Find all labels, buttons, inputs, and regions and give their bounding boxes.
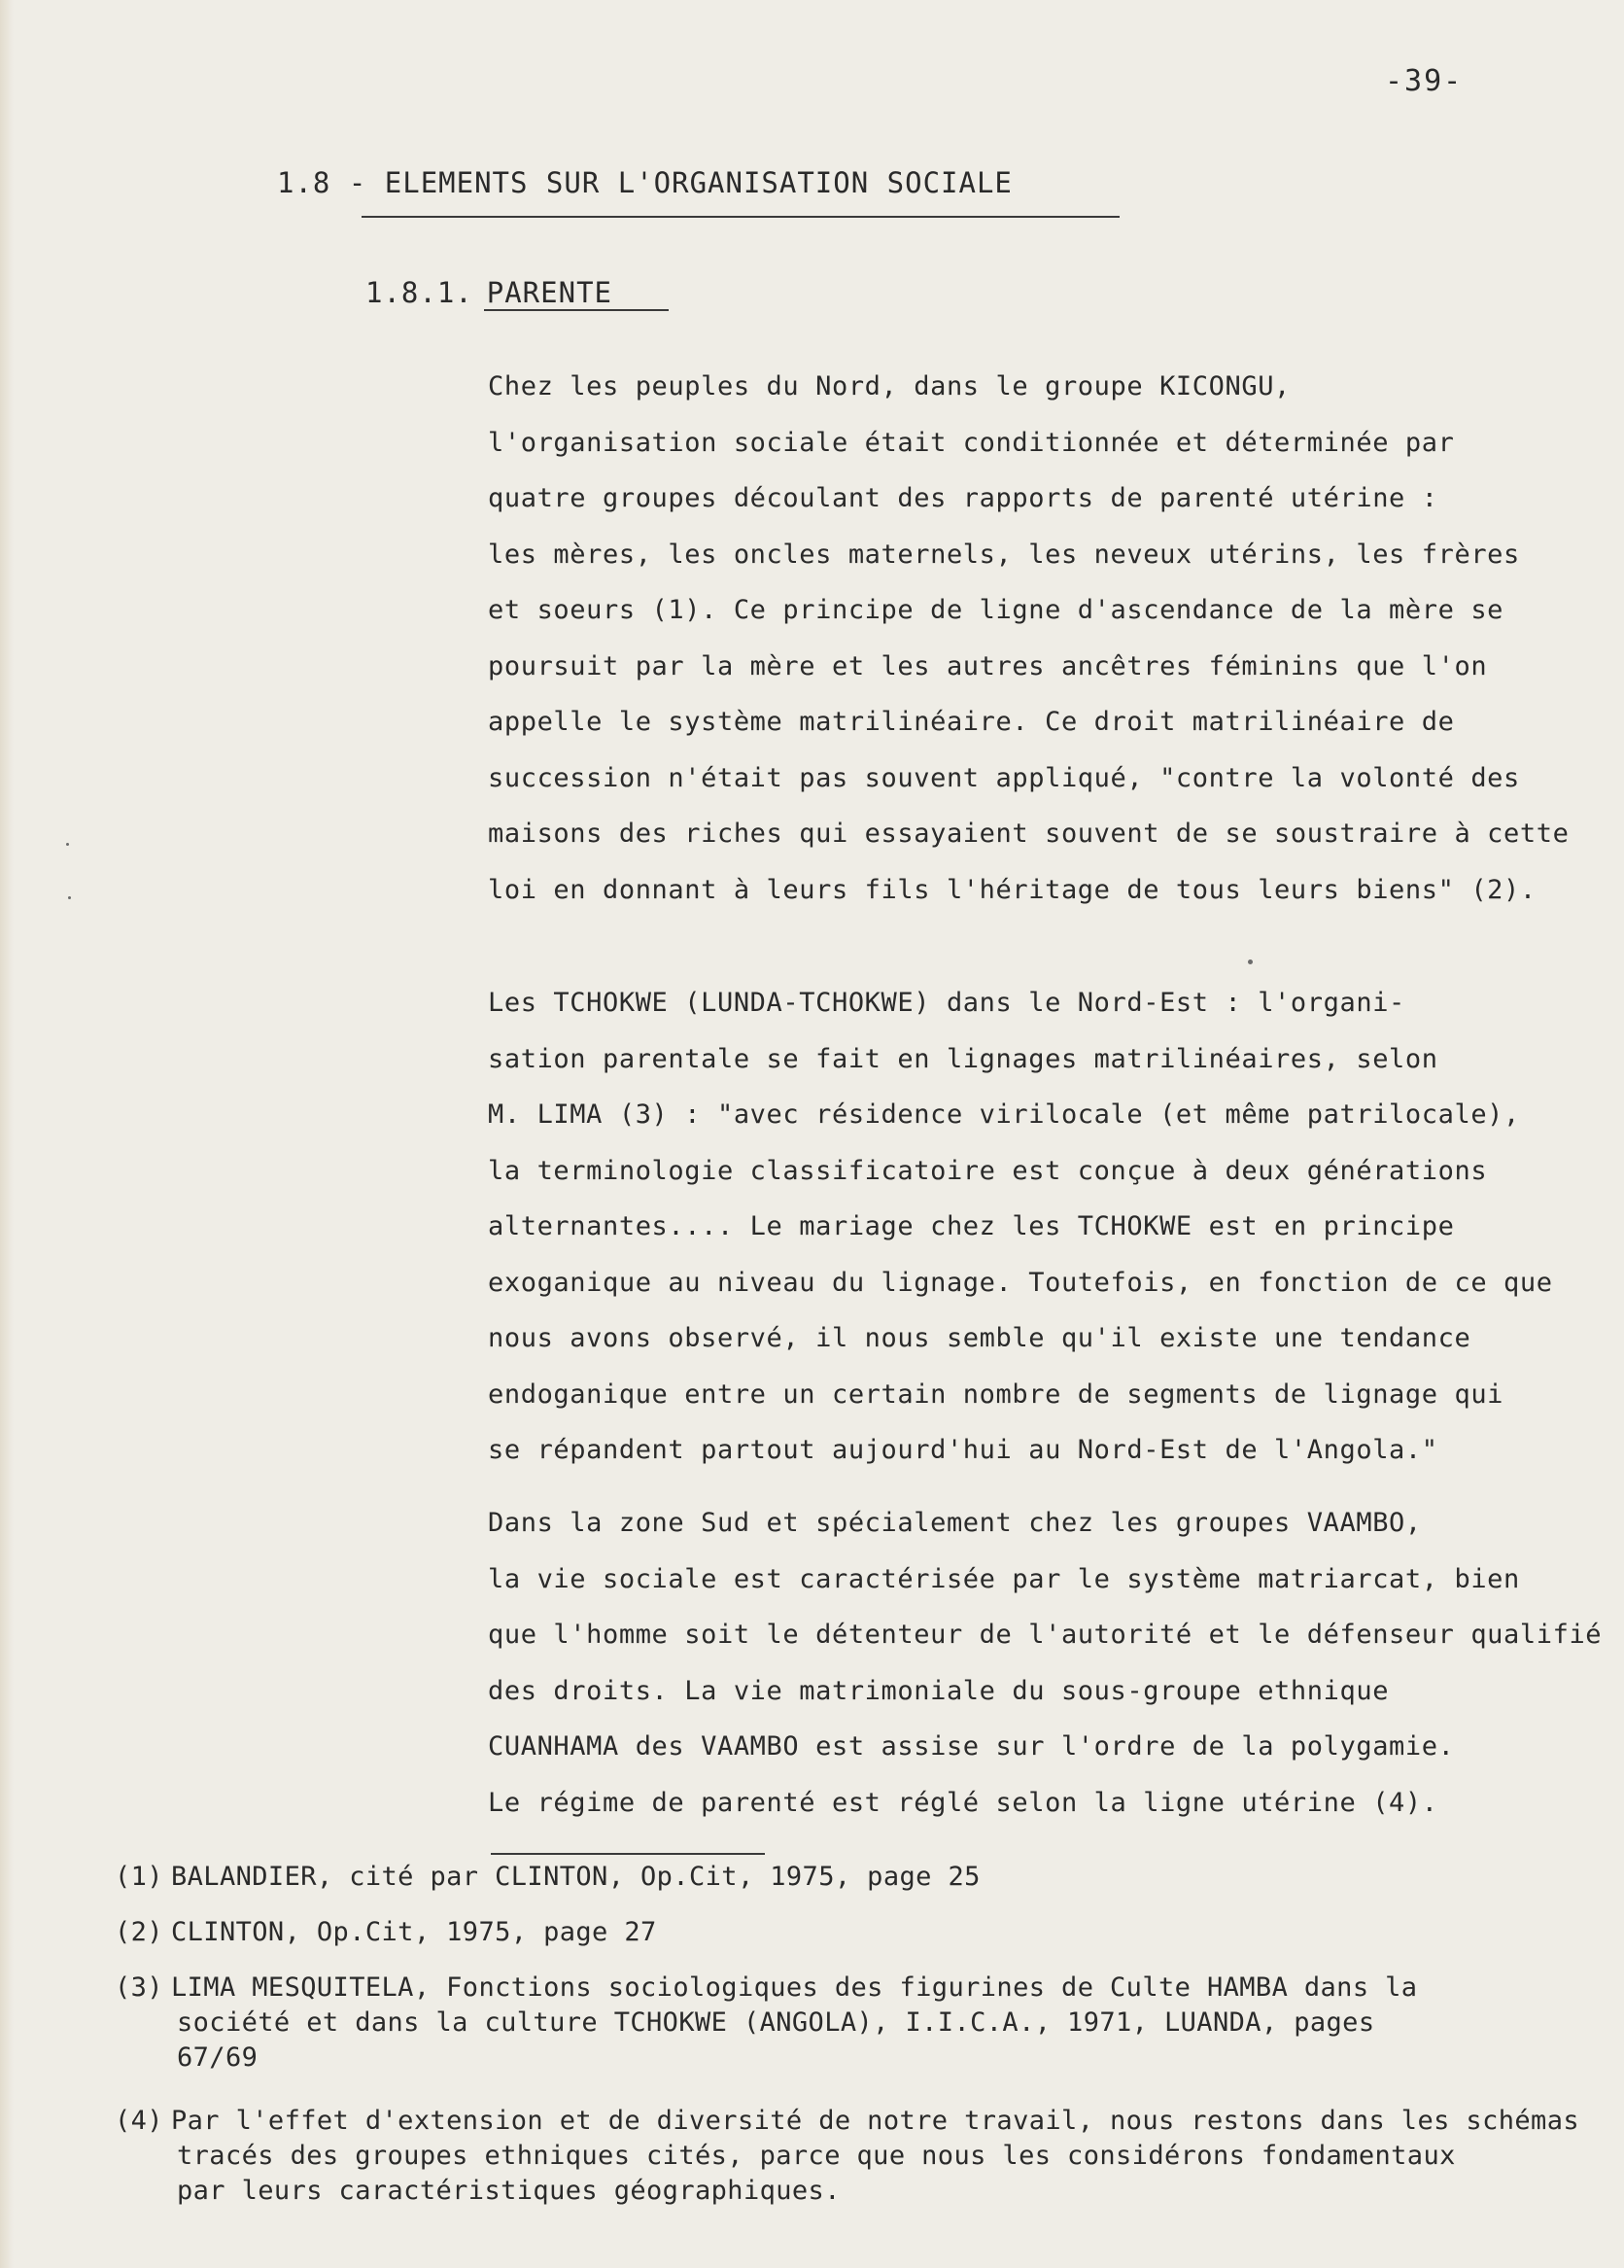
text-line: M. LIMA (3) : "avec résidence virilocale (et même patrilocale), xyxy=(488,1099,1520,1130)
text-line: Les TCHOKWE (LUNDA-TCHOKWE) dans le Nord-Est : l'organi- xyxy=(488,988,1405,1018)
paragraph-tchokwe xyxy=(488,975,1553,1479)
footnote-3 xyxy=(115,1971,1417,2076)
text-line: quatre groupes découlant des rapports de parenté utérine : xyxy=(488,483,1438,513)
subsection-heading-underline xyxy=(484,309,669,311)
footnote-text: société et dans la culture TCHOKWE (ANGOLA), I.I.C.A., 1971, LUANDA, pages xyxy=(177,2007,1375,2038)
text-line: maisons des riches qui essayaient souvent de se soustraire à cette xyxy=(488,819,1570,849)
section-heading xyxy=(277,166,1013,199)
footnote-text: Par l'effet d'extension et de diversité de notre travail, nous restons dans les schémas xyxy=(171,2106,1580,2136)
text-line: et soeurs (1). Ce principe de ligne d'ascendance de la mère se xyxy=(488,595,1504,625)
footnote-4 xyxy=(115,2104,1579,2209)
footnote-text: tracés des groupes ethniques cités, parce que nous les considérons fondamentaux xyxy=(177,2141,1456,2171)
section-heading-underline xyxy=(362,216,1120,218)
footnote-1 xyxy=(115,1860,981,1895)
binding-edge xyxy=(0,0,14,2268)
footnote-text: par leurs caractéristiques géographiques. xyxy=(177,2176,841,2206)
text-line: nous avons observé, il nous semble qu'il existe une tendance xyxy=(488,1323,1471,1353)
section-title: ELEMENTS SUR L'ORGANISATION SOCIALE xyxy=(384,166,1013,199)
text-line: sation parentale se fait en lignages matrilinéaires, selon xyxy=(488,1043,1438,1074)
text-line: que l'homme soit le détenteur de l'autorité et le défenseur qualifié xyxy=(488,1620,1603,1650)
subsection-number: 1.8.1. xyxy=(365,276,473,309)
subsection-title: PARENTE xyxy=(486,276,612,309)
text-line: endoganique entre un certain nombre de segments de lignage qui xyxy=(488,1378,1504,1410)
subsection-heading xyxy=(365,276,612,309)
page-number: -39- xyxy=(1385,64,1464,98)
footnote-marker: (2) xyxy=(115,1917,163,1947)
paragraph-vaambo xyxy=(488,1495,1602,1831)
text-line: poursuit par la mère et les autres ancêtres féminins que l'on xyxy=(488,650,1488,681)
text-line: loi en donnant à leurs fils l'héritage de tous leurs biens" (2). xyxy=(488,874,1537,905)
footnote-marker: (4) xyxy=(115,2106,163,2136)
text-line: exoganique au niveau du lignage. Toutefois, en fonction de ce que xyxy=(488,1267,1553,1298)
paragraph-kicongu xyxy=(488,359,1569,918)
footnote-2 xyxy=(115,1915,657,1950)
section-number: 1.8 - xyxy=(277,166,367,199)
ink-speck xyxy=(66,843,69,846)
text-line: les mères, les oncles maternels, les neveux utérins, les frères xyxy=(488,539,1520,570)
text-line: la terminologie classificatoire est conçue à deux générations xyxy=(488,1155,1488,1186)
text-line: Chez les peuples du Nord, dans le groupe KICONGU, xyxy=(488,371,1291,401)
footnote-marker: (3) xyxy=(115,1972,163,2003)
text-line: Le régime de parenté est réglé selon la ligne utérine (4). xyxy=(488,1787,1438,1818)
text-line: la vie sociale est caractérisée par le système matriarcat, bien xyxy=(488,1563,1520,1594)
text-line: succession n'était pas souvent appliqué, "contre la volonté des xyxy=(488,762,1520,793)
footnote-marker: (1) xyxy=(115,1862,163,1892)
ink-speck xyxy=(1248,960,1253,964)
footnote-separator xyxy=(491,1853,765,1855)
footnote-text: 67/69 xyxy=(177,2042,259,2073)
text-line: appelle le système matrilinéaire. Ce droit matrilinéaire de xyxy=(488,707,1455,737)
text-line: l'organisation sociale était conditionnée et déterminée par xyxy=(488,427,1455,458)
text-line: se répandent partout aujourd'hui au Nord-Est de l'Angola." xyxy=(488,1435,1438,1465)
ink-speck xyxy=(68,896,71,899)
text-line: Dans la zone Sud et spécialement chez les groupes VAAMBO, xyxy=(488,1508,1422,1538)
footnote-text: BALANDIER, cité par CLINTON, Op.Cit, 1975, page 25 xyxy=(171,1862,981,1892)
footnote-text: CLINTON, Op.Cit, 1975, page 27 xyxy=(171,1917,657,1947)
text-line: CUANHAMA des VAAMBO est assise sur l'ordre de la polygamie. xyxy=(488,1731,1455,1762)
footnote-text: LIMA MESQUITELA, Fonctions sociologiques des figurines de Culte HAMBA dans la xyxy=(171,1972,1418,2003)
text-line: alternantes.... Le mariage chez les TCHOKWE est en principe xyxy=(488,1211,1455,1241)
text-line: des droits. La vie matrimoniale du sous-groupe ethnique xyxy=(488,1675,1390,1706)
